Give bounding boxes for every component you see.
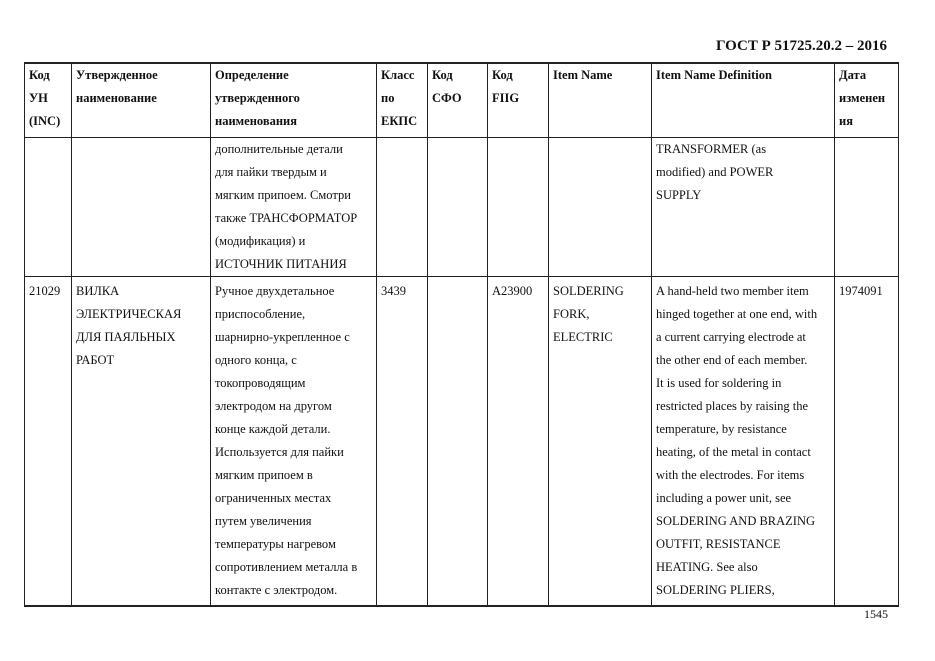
header-approved-name xyxy=(72,63,211,137)
header-item-name xyxy=(549,63,652,137)
text-line: изменен xyxy=(839,91,886,105)
cell-definition xyxy=(211,276,377,606)
text-line: температуры нагревом xyxy=(215,536,336,551)
text-line: Ручное двухдетальное xyxy=(215,283,335,298)
text-line: ия xyxy=(839,114,853,128)
text-line: ЕКПС xyxy=(381,114,418,128)
text-line: SOLDERING xyxy=(553,283,624,298)
text-line: РАБОТ xyxy=(76,352,115,367)
text-line: SOLDERING PLIERS, xyxy=(656,582,775,597)
cell-item-name xyxy=(549,276,652,606)
text-line: Определение xyxy=(215,68,289,82)
cell-class xyxy=(377,137,428,276)
text-line: конце каждой детали. xyxy=(215,421,331,436)
cell-item-name-definition xyxy=(652,276,835,606)
text-line: Код xyxy=(432,68,453,82)
cell-item-name xyxy=(549,137,652,276)
cell-fiig: A23900 xyxy=(488,276,549,606)
table-row xyxy=(25,137,899,276)
text-line: Код xyxy=(492,68,513,82)
text-line: FIIG xyxy=(492,91,520,105)
text-line: Используется для пайки xyxy=(215,444,344,459)
table-row xyxy=(25,276,899,606)
text-line: Класс xyxy=(381,68,415,82)
text-line: УН xyxy=(29,91,48,105)
text-line: ограниченных местах xyxy=(215,490,332,505)
cell-date xyxy=(835,137,899,276)
cell-inc xyxy=(25,137,72,276)
text-line: ДЛЯ ПАЯЛЬНЫХ xyxy=(76,329,176,344)
text-line: (INC) xyxy=(29,114,61,128)
text-line: a current carrying electrode at xyxy=(656,329,806,344)
text-line: Дата xyxy=(839,68,867,82)
cell-sfo xyxy=(428,276,488,606)
cell-fiig xyxy=(488,137,549,276)
cell-approved-name xyxy=(72,137,211,276)
document-header: ГОСТ Р 51725.20.2 – 2016 xyxy=(715,38,887,54)
cell-date: 1974091 xyxy=(835,276,899,606)
text-line: including a power unit, see xyxy=(656,490,792,505)
text-line: hinged together at one end, with xyxy=(656,306,818,321)
text-line: restricted places by raising the xyxy=(656,398,809,413)
text-line: the other end of each member. xyxy=(656,352,808,367)
cell-inc: 21029 xyxy=(25,276,72,606)
text-line: по xyxy=(381,91,395,105)
text-line: также ТРАНСФОРМАТОР xyxy=(215,210,358,225)
text-line: heating, of the metal in contact xyxy=(656,444,811,459)
text-line: контакте с электродом. xyxy=(215,582,338,597)
cell-class: 3439 xyxy=(377,276,428,606)
header-sfo xyxy=(428,63,488,137)
cell-item-name-definition xyxy=(652,137,835,276)
text-line: мягким припоем в xyxy=(215,467,313,482)
header-item-name-definition xyxy=(652,63,835,137)
text-line: наименования xyxy=(215,114,298,128)
text-line: мягким припоем. Смотри xyxy=(215,187,351,202)
cell-approved-name xyxy=(72,276,211,606)
text-line: приспособление, xyxy=(215,306,306,321)
text-line: шарнирно-укрепленное с xyxy=(215,329,350,344)
text-line: A hand-held two member item xyxy=(656,283,809,298)
text-line: FORK, xyxy=(553,306,590,321)
text-line: Утвержденное xyxy=(76,68,158,82)
cell-definition xyxy=(211,137,377,276)
cell-sfo xyxy=(428,137,488,276)
text-line: одного конца, с xyxy=(215,352,297,367)
text-line: OUTFIT, RESISTANCE xyxy=(656,536,781,551)
text-line: СФО xyxy=(432,91,462,105)
text-line: Код xyxy=(29,68,50,82)
text-line: дополнительные детали xyxy=(215,141,343,156)
text-line: Item Name Definition xyxy=(656,68,772,82)
table-header-row xyxy=(25,63,899,137)
text-line: ВИЛКА xyxy=(76,283,120,298)
text-line: HEATING. See also xyxy=(656,559,758,574)
text-line: для пайки твердым и xyxy=(215,164,327,179)
text-line: сопротивлением металла в xyxy=(215,559,358,574)
text-line: утвержденного xyxy=(215,91,300,105)
text-line: temperature, by resistance xyxy=(656,421,787,436)
page-number: 1545 xyxy=(864,607,888,621)
text-line: modified) and POWER xyxy=(656,164,774,179)
header-inc xyxy=(25,63,72,137)
text-line: путем увеличения xyxy=(215,513,312,528)
text-line: TRANSFORMER (as xyxy=(656,141,767,156)
text-line: It is used for soldering in xyxy=(656,375,782,390)
text-line: ИСТОЧНИК ПИТАНИЯ xyxy=(215,256,347,271)
text-line: ЭЛЕКТРИЧЕСКАЯ xyxy=(76,306,182,321)
catalog-table xyxy=(24,62,899,607)
text-line: with the electrodes. For items xyxy=(656,467,805,482)
header-definition xyxy=(211,63,377,137)
text-line: (модификация) и xyxy=(215,233,306,248)
text-line: SUPPLY xyxy=(656,187,702,202)
text-line: ELECTRIC xyxy=(553,329,613,344)
header-class xyxy=(377,63,428,137)
text-line: SOLDERING AND BRAZING xyxy=(656,513,816,528)
text-line: наименование xyxy=(76,91,157,105)
text-line: электродом на другом xyxy=(215,398,332,413)
text-line: токопроводящим xyxy=(215,375,306,390)
header-date xyxy=(835,63,899,137)
text-line: Item Name xyxy=(553,68,613,82)
header-fiig xyxy=(488,63,549,137)
